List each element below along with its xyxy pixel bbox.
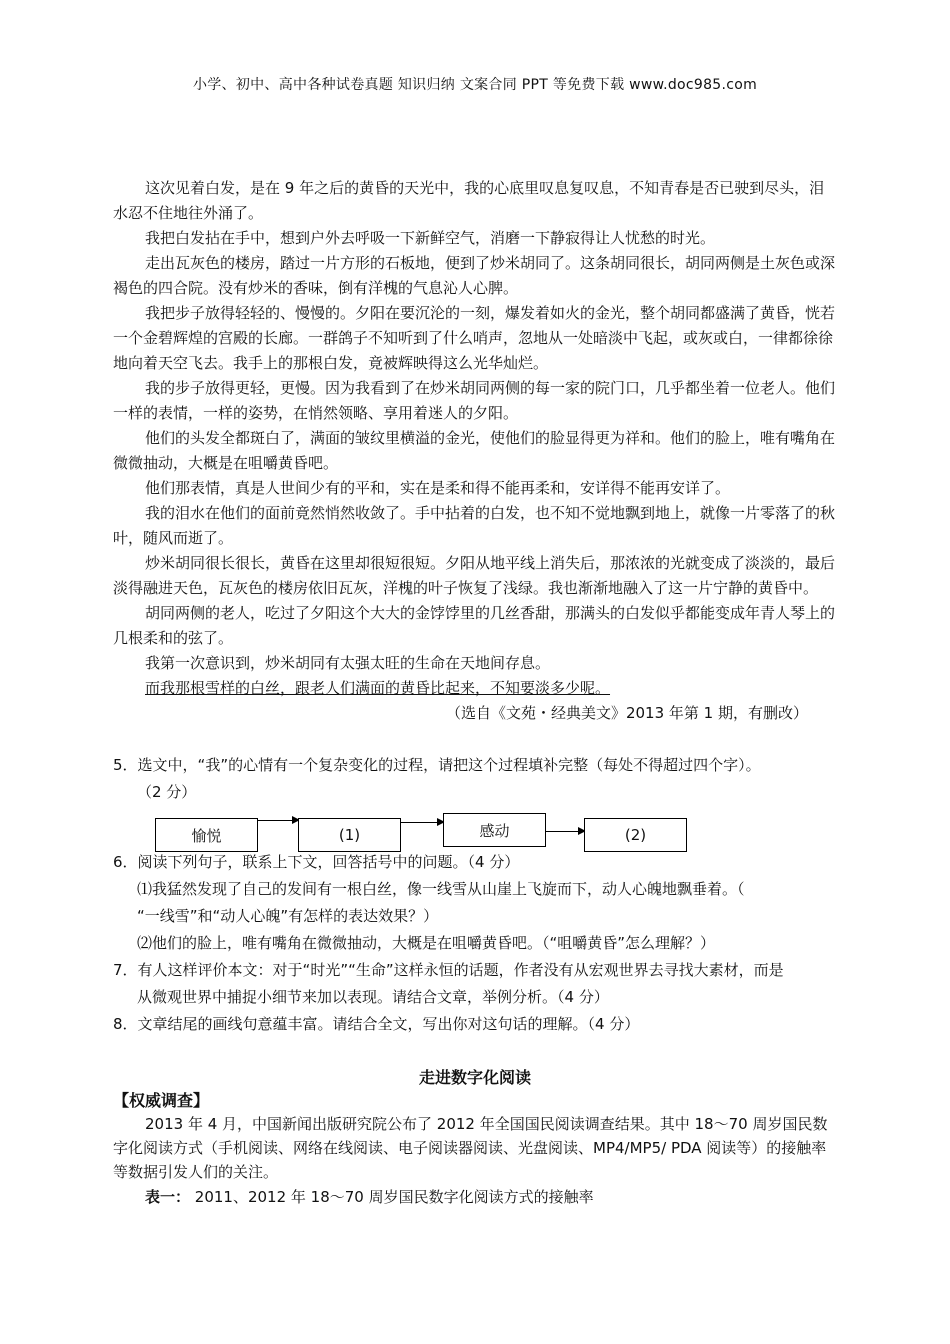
passage-paragraph: 这次见着白发，是在 9 年之后的黄昏的天光中，我的心底里叹息复叹息，不知青春是否已驶到尽头，泪水忍不住地往外涌了。 xyxy=(113,179,825,222)
section-subheading: 【权威调查】 xyxy=(113,1091,210,1110)
question-5-score: （2 分） xyxy=(137,783,197,801)
page-header: 小学、初中、高中各种试卷真题 知识归纳 文案合同 PPT 等免费下载 www.doc985.com xyxy=(192,77,758,93)
passage-paragraph: 他们的头发全都斑白了，满面的皱纹里横溢的金光，使他们的脸显得更为祥和。他们的脸上，唯有嘴角在微微抽动，大概是在咀嚼黄昏吧。 xyxy=(113,429,836,472)
question-7 xyxy=(113,957,848,1011)
survey-paragraph xyxy=(113,1112,841,1184)
passage-paragraph: 走出瓦灰色的楼房，踏过一片方形的石板地，便到了炒米胡同了。这条胡同很长，胡同两侧是土灰色或深褐色的四合院。没有炒米的香味，倒有洋槐的气息沁人心脾。 xyxy=(113,254,836,297)
passage-paragraph: 我把步子放得轻轻的、慢慢的。夕阳在要沉沦的一刻，爆发着如火的金光，整个胡同都盛满了黄昏，恍若一个金碧辉煌的宫殿的长廊。一群鸽子不知听到了什么哨声，忽地从一处暗淡中飞起，或灰或白，一律都徐徐地向着天空飞去。我手上的那根白发，竟被辉映得这么光华灿烂。 xyxy=(113,304,836,372)
passage-paragraph: 我的泪水在他们的面前竟然悄然收敛了。手中拈着的白发，也不知不觉地飘到地上，就像一片零落了的秋叶，随风而逝了。 xyxy=(113,504,836,547)
passage-paragraph: 我第一次意识到，炒米胡同有太强太旺的生命在天地间存息。 xyxy=(145,654,551,672)
flow-box-2: (1) xyxy=(298,818,401,852)
question-5 xyxy=(113,752,848,806)
question-6 xyxy=(113,849,848,957)
flow-arrow-2 xyxy=(401,822,443,823)
passage-paragraph: 胡同两侧的老人，吃过了夕阳这个大大的金饽饽里的几丝香甜，那满头的白发似乎都能变成年青人琴上的几根柔和的弦了。 xyxy=(113,604,836,647)
section-title: 走进数字化阅读 xyxy=(418,1068,531,1087)
passage-paragraph: 他们那表情，真是人世间少有的平和，实在是柔和得不能再柔和，安详得不能再安详了。 xyxy=(145,479,731,497)
survey-text: 2013 年 4 月，中国新闻出版研究院公布了 2012 年全国国民阅读调查结果。其中 18～70 周岁国民数字化阅读方式（手机阅读、网络在线阅读、电子阅读器阅读、光盘阅读、MP4/MP5/ PDA 阅读等）的接触率等数据引发人们的关注。 xyxy=(113,1115,828,1181)
passage-paragraph: 我把白发拈在手中，想到户外去呼吸一下新鲜空气，消磨一下静寂得让人忧愁的时光。 xyxy=(145,229,716,247)
passage-paragraph: 炒米胡同很长很长，黄昏在这里却很短很短。夕阳从地平线上消失后，那浓浓的光就变成了淡淡的，最后淡得融进天色，瓦灰色的楼房依旧瓦灰，洋槐的叶子恢复了浅绿。我也渐渐地融入了这一片宁静的黄昏中。 xyxy=(113,554,836,597)
table-caption xyxy=(145,1186,594,1207)
passage-paragraph: 我的步子放得更轻，更慢。因为我看到了在炒米胡同两侧的每一家的院门口，几乎都坐着一位老人。他们一样的表情，一样的姿势，在悄然领略、享用着迷人的夕阳。 xyxy=(113,379,836,422)
question-7-text-cont: 从微观世界中捕捉小细节来加以表现。请结合文章，举例分析。（4 分） xyxy=(137,988,609,1006)
table-caption-label: 表一： xyxy=(145,1188,191,1206)
question-8 xyxy=(113,1011,848,1038)
passage-source: （选自《文苑・经典美文》2013 年第 1 期，有删改） xyxy=(445,704,808,722)
flow-box-3: 感动 xyxy=(443,813,546,847)
flow-box-1: 愉悦 xyxy=(155,818,258,852)
flow-arrow-1 xyxy=(258,820,298,821)
reading-passage xyxy=(113,176,838,726)
question-7-text: 7．有人这样评价本文：对于“时光”“生命”这样永恒的话题，作者没有从宏观世界去寻找大素材，而是 xyxy=(113,961,784,979)
question-6-sub-1: ⑴我猛然发现了自己的发间有一根白丝，像一线雪从山崖上飞旋而下，动人心魄地飘垂着。（ xyxy=(137,880,745,898)
flow-box-4: (2) xyxy=(584,818,687,852)
underlined-sentence-paragraph xyxy=(113,676,838,701)
table-caption-text: 2011、2012 年 18～70 周岁国民数字化阅读方式的接触率 xyxy=(190,1188,594,1206)
question-6-text: 6．阅读下列句子，联系上下文，回答括号中的问题。（4 分） xyxy=(113,853,520,871)
question-8-text: 8．文章结尾的画线句意蕴丰富。请结合全文，写出你对这句话的理解。（4 分） xyxy=(113,1015,640,1033)
flow-arrow-3 xyxy=(546,831,584,832)
question-5-text: 5．选文中，“我”的心情有一个复杂变化的过程，请把这个过程填补完整（每处不得超过四个字）。 xyxy=(113,756,761,774)
question-6-sub-2: ⑵他们的脸上，唯有嘴角在微微抽动，大概是在咀嚼黄昏吧。（“咀嚼黄昏”怎么理解？） xyxy=(137,934,716,952)
underlined-sentence: 而我那根雪样的白丝，跟老人们满面的黄昏比起来，不知要淡多少呢。 xyxy=(145,679,611,697)
question-6-sub-1-cont: “一线雪”和“动人心魄”有怎样的表达效果？） xyxy=(137,907,439,925)
